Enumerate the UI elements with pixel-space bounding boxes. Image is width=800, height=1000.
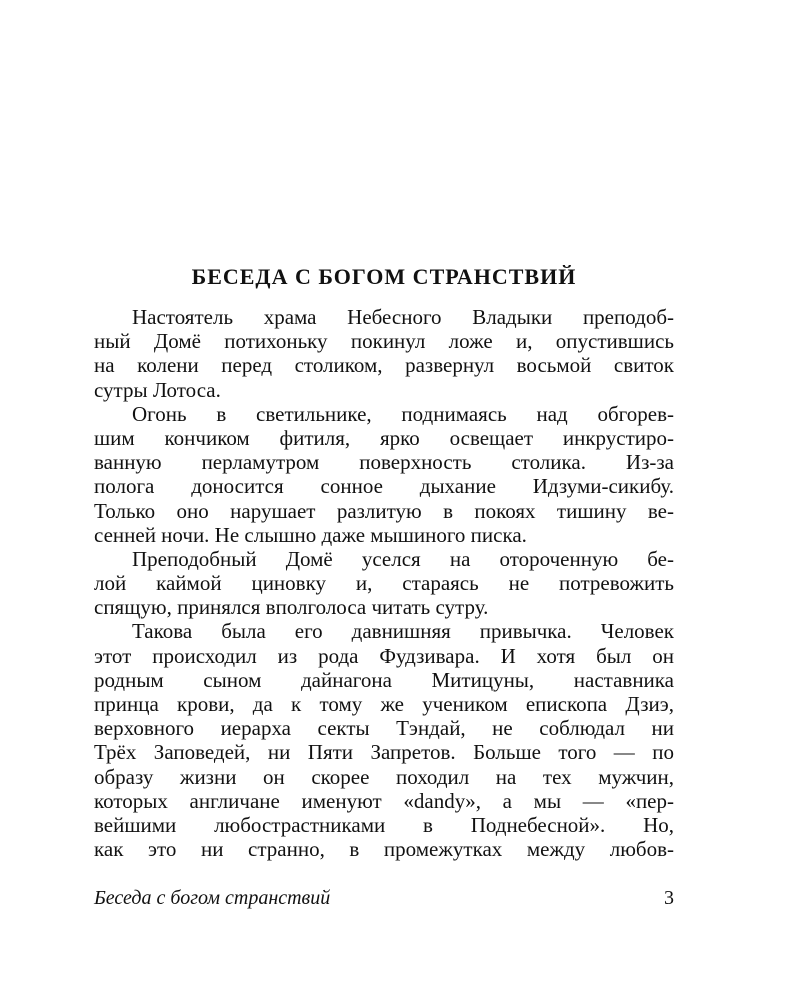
text-line: ный Домё потихоньку покинул ложе и, опустившись bbox=[94, 329, 674, 354]
text-line: Трёх Заповедей, ни Пяти Запретов. Больше того — по bbox=[94, 740, 674, 765]
body-text bbox=[94, 305, 674, 861]
text-line: вейшими любострастниками в Поднебесной». Но, bbox=[94, 812, 674, 837]
text-line: Огонь в светильнике, поднимаясь над обгорев- bbox=[132, 401, 674, 426]
chapter-title: БЕСЕДА С БОГОМ СТРАНСТВИЙ bbox=[191, 264, 577, 289]
text-line: Преподобный Домё уселся на отороченную бе- bbox=[132, 546, 674, 571]
page-number: 3 bbox=[664, 887, 674, 909]
text-line: верховного иерарха секты Тэндай, не соблюдал ни bbox=[94, 716, 674, 741]
text-line: на колени перед столиком, развернул восьмой свиток bbox=[94, 353, 674, 378]
text-line: образу жизни он скорее походил на тех мужчин, bbox=[94, 764, 674, 789]
text-line: сенней ночи. Не слышно даже мышиного писка. bbox=[94, 522, 527, 547]
text-line: спящую, принялся вполголоса читать сутру. bbox=[94, 595, 489, 620]
text-line: Такова была его давнишняя привычка. Человек bbox=[132, 619, 674, 644]
text-line: лой каймой циновку и, стараясь не потревожить bbox=[94, 571, 674, 596]
text-line: как это ни странно, в промежутках между любов- bbox=[94, 837, 674, 862]
text-line: ванную перламутром поверхность столика. Из-за bbox=[94, 450, 674, 475]
text-line: сутры Лотоса. bbox=[94, 377, 221, 402]
text-line: Только оно нарушает разлитую в покоях тишину ве- bbox=[94, 498, 674, 523]
text-line: этот происходил из рода Фудзивара. И хотя был он bbox=[94, 643, 674, 668]
running-footer-title: Беседа с богом странствий bbox=[94, 887, 331, 909]
text-line: Настоятель храма Небесного Владыки преподоб- bbox=[132, 305, 674, 329]
text-line: полога доносится сонное дыхание Идзуми-сикибу. bbox=[94, 474, 674, 499]
text-line: родным сыном дайнагона Митицуны, наставника bbox=[94, 667, 674, 692]
text-line: принца крови, да к тому же учеником епископа Дзиэ, bbox=[94, 692, 674, 716]
text-line: шим кончиком фитиля, ярко освещает инкрустиро- bbox=[94, 425, 674, 450]
text-line: которых англичане именуют «dandy», а мы — «пер- bbox=[94, 788, 674, 813]
